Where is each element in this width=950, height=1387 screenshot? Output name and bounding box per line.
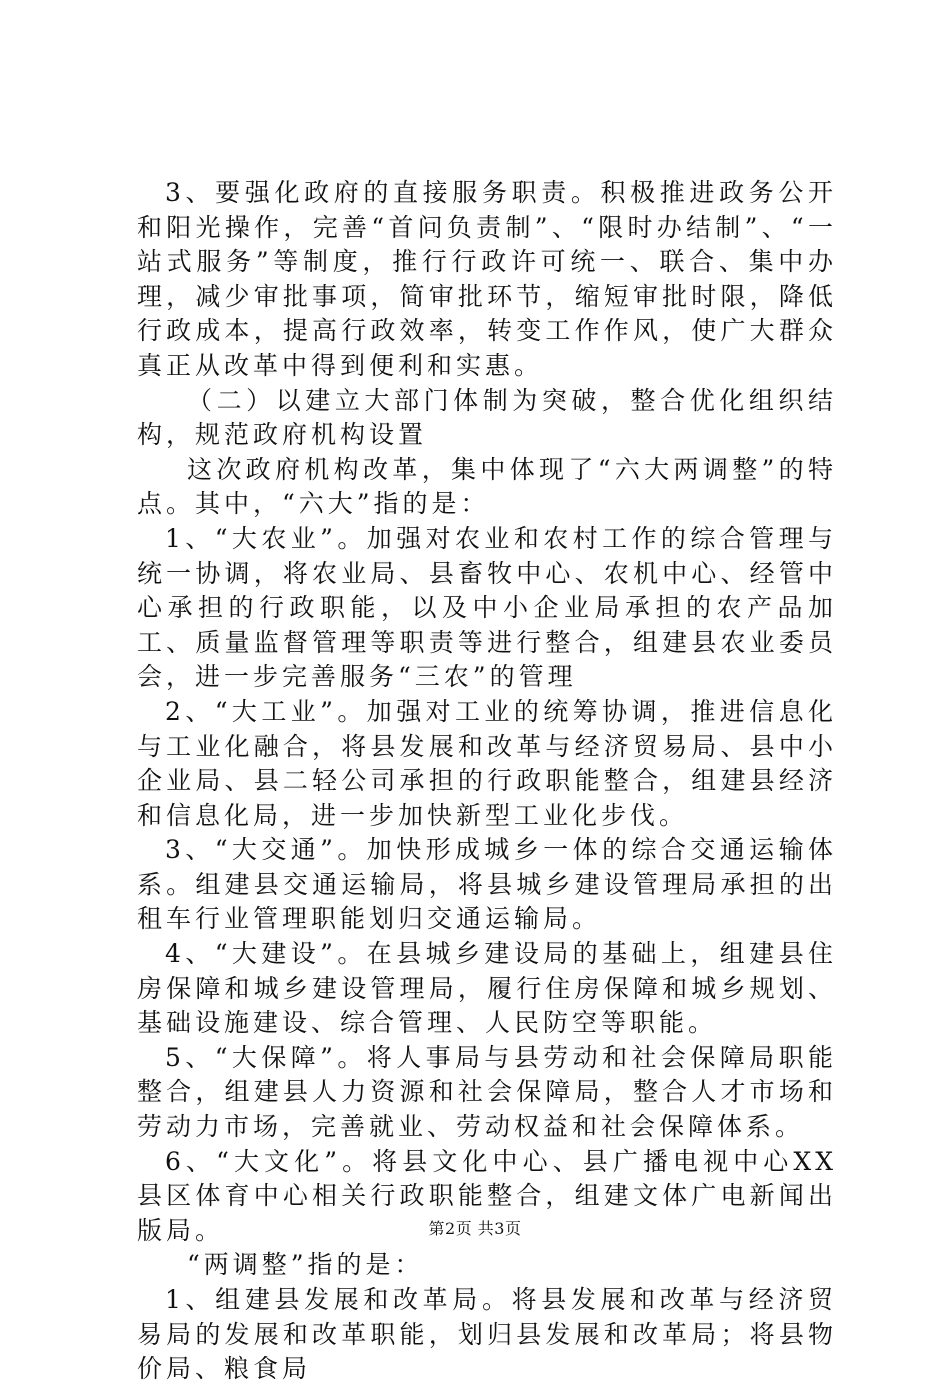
paragraph-big-culture: 6、“大文化”。将县文化中心、县广播电视中心XX县区体育中心相关行政职能整合，组建文体广电新闻出版局。: [137, 1146, 837, 1245]
section-heading-2: （二）以建立大部门体制为突破，整合优化组织结构，规范政府机构设置: [137, 385, 837, 450]
page-number: 第2页 共3页: [428, 1219, 522, 1238]
paragraph-big-industry: 2、“大工业”。加强对工业的统筹协调，推进信息化与工业化融合，将县发展和改革与经济贸易局、县中小企业局、县二轻公司承担的行政职能整合，组建县经济和信息化局，进一步加快新型工业化步伐。: [137, 696, 837, 830]
paragraph-development-reform: 1、组建县发展和改革局。将县发展和改革与经济贸易局的发展和改革职能，划归县发展和改革局；将县物价局、粮食局: [137, 1285, 837, 1384]
paragraph-service-duties: 3、要强化政府的直接服务职责。积极推进政务公开和阳光操作，完善“首问负责制”、“限时办结制”、“一站式服务”等制度，推行行政许可统一、联合、集中办理，减少审批事项，简审批环节，缩短审批时限，降低行政成本，提高行政效率，转变工作作风，使广大群众真正从改革中得到便利和实惠。: [137, 178, 837, 380]
paragraph-two-adjustments: “两调整”指的是：: [187, 1250, 424, 1280]
paragraph-big-transport: 3、“大交通”。加快形成城乡一体的综合交通运输体系。组建县交通运输局，将县城乡建设管理局承担的出租车行业管理职能划归交通运输局。: [137, 835, 837, 934]
paragraph-big-agriculture: 1、“大农业”。加强对农业和农村工作的综合管理与统一协调，将农业局、县畜牧中心、农机中心、经管中心承担的行政职能，以及中小企业局承担的农产品加工、质量监督管理等职责等进行整合，组建县农业委员会，进一步完善服务“三农”的管理: [137, 523, 837, 692]
paragraph-big-security: 5、“大保障”。将人事局与县劳动和社会保障局职能整合，组建县人力资源和社会保障局，整合人才市场和劳动力市场，完善就业、劳动权益和社会保障体系。: [137, 1042, 837, 1142]
paragraph-intro-six-big: 这次政府机构改革，集中体现了“六大两调整”的特点。其中，“六大”指的是：: [137, 454, 837, 519]
document-body: [137, 176, 837, 1387]
paragraph-big-construction: 4、“大建设”。在县城乡建设局的基础上，组建县住房保障和城乡建设管理局，履行住房保障和城乡规划、基础设施建设、综合管理、人民防空等职能。: [137, 939, 837, 1038]
